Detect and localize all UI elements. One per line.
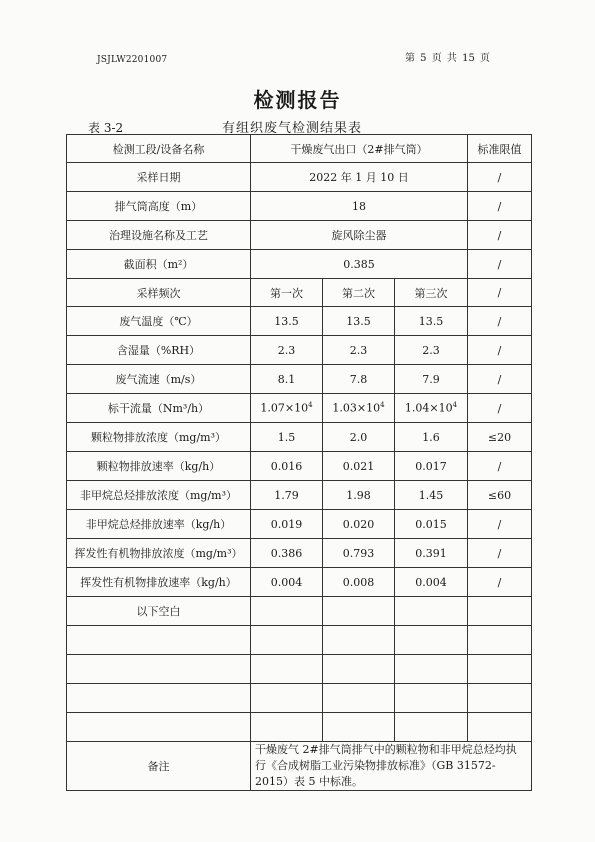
empty-cell: [67, 655, 251, 684]
value-2: [323, 394, 395, 423]
row-label: 废气温度（℃）: [67, 307, 251, 336]
value-exponent: 4: [308, 401, 313, 410]
row-limit: /: [468, 250, 532, 279]
value-2: 0.008: [323, 568, 395, 597]
frequency-2: 第二次: [323, 279, 395, 307]
frequency-3: 第三次: [395, 279, 468, 307]
row-label: 排气筒高度（m）: [67, 192, 251, 221]
note-row: [67, 742, 532, 791]
row-label: 采样频次: [67, 279, 251, 307]
frequency-row: [67, 279, 532, 307]
table-number: 表 3-2: [88, 121, 124, 135]
value-1: 8.1: [251, 365, 323, 394]
row-limit: /: [468, 336, 532, 365]
row-label: 挥发性有机物排放速率（kg/h）: [67, 568, 251, 597]
empty-cell: [67, 684, 251, 713]
empty-cell: [468, 597, 532, 626]
value-1: 13.5: [251, 307, 323, 336]
table-header-row: [67, 135, 532, 163]
row-limit: /: [468, 365, 532, 394]
table-row: [67, 423, 532, 452]
value-2: 2.0: [323, 423, 395, 452]
value-1: 0.004: [251, 568, 323, 597]
value-2: 7.8: [323, 365, 395, 394]
value-2: 0.021: [323, 452, 395, 481]
empty-cell: [395, 655, 468, 684]
header-value-cell: 干燥废气出口（2#排气筒）: [251, 135, 468, 163]
empty-cell: [323, 626, 395, 655]
row-limit: /: [468, 452, 532, 481]
value-3: 13.5: [395, 307, 468, 336]
row-limit: /: [468, 568, 532, 597]
value-2: 1.98: [323, 481, 395, 510]
table-row: [67, 163, 532, 192]
empty-cell: [251, 655, 323, 684]
row-limit: ≤60: [468, 481, 532, 510]
table-row: [67, 250, 532, 279]
row-label: 治理设施名称及工艺: [67, 221, 251, 250]
table-row: [67, 510, 532, 539]
row-limit: /: [468, 192, 532, 221]
page-number: 第 5 页 共 15 页: [405, 53, 490, 64]
row-limit: /: [468, 221, 532, 250]
value-1: 2.3: [251, 336, 323, 365]
note-label: 备注: [67, 742, 251, 791]
empty-row: [67, 626, 532, 655]
empty-cell: [395, 626, 468, 655]
note-text: 干燥废气 2#排气筒排气中的颗粒物和非甲烷总烃均执行《合成树脂工业污染物排放标准》（GB 31572-2015）表 5 中标准。: [251, 742, 532, 791]
table-row: [67, 365, 532, 394]
report-title: 检测报告: [253, 88, 342, 112]
value-3: 1.6: [395, 423, 468, 452]
empty-cell: [395, 684, 468, 713]
row-limit: /: [468, 394, 532, 423]
row-label: 非甲烷总烃排放浓度（mg/m³）: [67, 481, 251, 510]
empty-row: [67, 713, 532, 742]
row-label: 标干流量（Nm³/h）: [67, 394, 251, 423]
results-table: [66, 134, 532, 791]
empty-cell: [323, 655, 395, 684]
empty-cell: [323, 597, 395, 626]
row-limit: ≤20: [468, 423, 532, 452]
value-3: 0.004: [395, 568, 468, 597]
value-1: 0.386: [251, 539, 323, 568]
value-3: 0.391: [395, 539, 468, 568]
value-2: 13.5: [323, 307, 395, 336]
blank-marker-row: [67, 597, 532, 626]
value-2: 0.793: [323, 539, 395, 568]
row-limit: /: [468, 279, 532, 307]
value-base: 1.04×10: [404, 401, 453, 415]
table-row: [67, 336, 532, 365]
empty-cell: [468, 626, 532, 655]
row-limit: /: [468, 539, 532, 568]
row-limit: /: [468, 510, 532, 539]
empty-cell: [323, 684, 395, 713]
row-limit: /: [468, 307, 532, 336]
value-1: 1.5: [251, 423, 323, 452]
value-3: 7.9: [395, 365, 468, 394]
value-1: [251, 394, 323, 423]
row-label: 截面积（m²）: [67, 250, 251, 279]
value-base: 1.03×10: [332, 401, 381, 415]
value-2: 2.3: [323, 336, 395, 365]
value-exponent: 4: [380, 401, 385, 410]
row-label: 颗粒物排放浓度（mg/m³）: [67, 423, 251, 452]
frequency-1: 第一次: [251, 279, 323, 307]
value-3: [395, 394, 468, 423]
table-row: [67, 481, 532, 510]
value-1: 1.79: [251, 481, 323, 510]
empty-cell: [468, 684, 532, 713]
value-3: 2.3: [395, 336, 468, 365]
empty-row: [67, 684, 532, 713]
value-3: 1.45: [395, 481, 468, 510]
table-row: [67, 192, 532, 221]
table-row: [67, 307, 532, 336]
table-row: [67, 568, 532, 597]
table-row: [67, 539, 532, 568]
row-label: 含湿量（%RH）: [67, 336, 251, 365]
empty-cell: [251, 597, 323, 626]
empty-cell: [323, 713, 395, 742]
row-label: 采样日期: [67, 163, 251, 192]
empty-cell: [468, 655, 532, 684]
row-value: 0.385: [251, 250, 468, 279]
document-id: JSJLW2201007: [97, 55, 168, 65]
row-label: 非甲烷总烃排放速率（kg/h）: [67, 510, 251, 539]
empty-row: [67, 655, 532, 684]
value-2: 0.020: [323, 510, 395, 539]
table-row: [67, 452, 532, 481]
row-label: 挥发性有机物排放浓度（mg/m³）: [67, 539, 251, 568]
value-exponent: 4: [452, 401, 458, 410]
table-title: 有组织废气检测结果表: [222, 121, 363, 136]
header-label-cell: 检测工段/设备名称: [67, 135, 251, 163]
empty-cell: [67, 713, 251, 742]
table-row: [67, 394, 532, 423]
row-value: 旋风除尘器: [251, 221, 468, 250]
empty-cell: [395, 597, 468, 626]
row-label: 颗粒物排放速率（kg/h）: [67, 452, 251, 481]
empty-cell: [251, 713, 323, 742]
value-3: 0.015: [395, 510, 468, 539]
empty-cell: [395, 713, 468, 742]
value-3: 0.017: [395, 452, 468, 481]
empty-cell: [251, 626, 323, 655]
empty-cell: [468, 713, 532, 742]
empty-cell: [251, 684, 323, 713]
row-value: 18: [251, 192, 468, 221]
value-base: 1.07×10: [260, 401, 309, 415]
value-1: 0.019: [251, 510, 323, 539]
row-value: 2022 年 1 月 10 日: [251, 163, 468, 192]
value-1: 0.016: [251, 452, 323, 481]
row-limit: /: [468, 163, 532, 192]
empty-cell: [67, 626, 251, 655]
blank-marker: 以下空白: [67, 597, 251, 626]
row-label: 废气流速（m/s）: [67, 365, 251, 394]
header-limit-cell: 标准限值: [468, 135, 532, 163]
table-row: [67, 221, 532, 250]
